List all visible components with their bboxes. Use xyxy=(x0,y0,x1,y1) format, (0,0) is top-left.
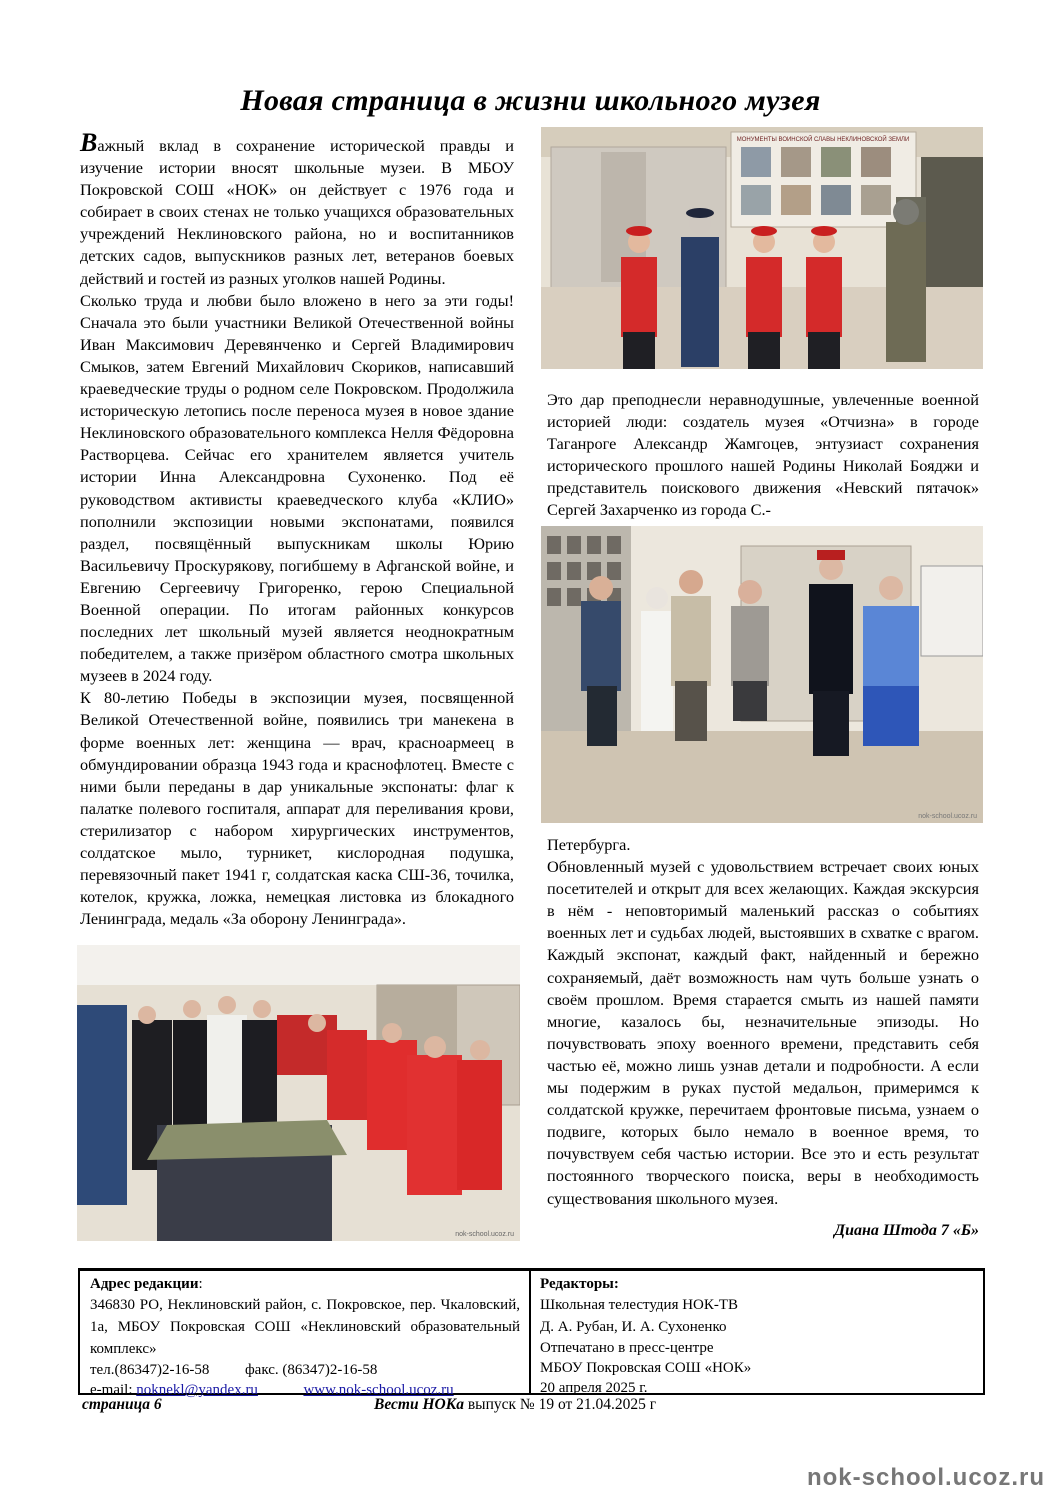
site-watermark: nok-school.ucoz.ru xyxy=(806,1464,1045,1491)
page-number: страница 6 xyxy=(82,1396,162,1413)
left-column-text xyxy=(80,128,514,930)
paragraph-3: К 80-летию Победы в экспозиции музея, посвященной Великой Отечественной войне, появились три манекена в форме военных лет: женщина — врач, красноармеец в обмундировании образца 1943 года и краснофлотец. Вместе с ними были переданы в дар уникальные экспонаты: флаг к палатке полевого госпиталя, аппарат для переливания крови, стерилизатор с набором хирургических инструментов, солдатское мыло, турникет, кислородная подушка, перевязочный пакет 1941 г, солдатская каска СШ-36, точилка, котелок, кружка, ложка, немецкая листовка из блокадного Ленинграда, медаль «За оборону Ленинграда». xyxy=(80,688,514,929)
photo-watermark-middle: nok-school.ucoz.ru xyxy=(918,813,977,820)
editors-names: Д. А. Рубан, И. А. Сухоненко xyxy=(540,1319,727,1335)
issue-number: выпуск № 19 от 21.04.2025 г xyxy=(467,1396,657,1413)
phone-fax-line xyxy=(90,1360,520,1380)
right-paragraph-2: Петербурга. xyxy=(547,835,631,854)
print-school: МБОУ Покровская СОШ «НОК» xyxy=(540,1360,752,1376)
paragraph-1-text: ажный вклад в сохранение исторической правды и изучение истории вносят школьные музеи. В МБОУ Покровской СОШ «НОК» он действует с 1976 года и собирает в своих стенах не только учащихся образовательных учреждений Неклиновского района, но и воспитанников детских садов, выпускников разных лет, ветеранов боевых действий и гостей из разных уголков нашей Родины. xyxy=(80,136,514,288)
address-text: 346830 РО, Неклиновский район, с. Покровское, пер. Чкаловский, 1а, МБОУ Покровская СОШ «Неклиновский образовательный комплекс» xyxy=(90,1297,520,1357)
right-paragraph-1: Это дар преподнесли неравнодушные, увлеченные военной историей люди: создатель музея «Отчизна» в городе Таганроге Александр Жамгоцев, энтузиаст сохранения исторического прошлого нашей Родины Николай Бояджи и представитель поискового движения «Невский пятачок» Сергей Захарченко из города С.- xyxy=(547,390,979,520)
newspaper-name: Вести НОКа xyxy=(374,1396,464,1413)
editors-studio: Школьная телестудия НОК-ТВ xyxy=(540,1297,739,1313)
fax-text: факс. (86347)2-16-58 xyxy=(244,1362,378,1378)
imprint-divider xyxy=(529,1271,531,1393)
museum-photo-cadets xyxy=(541,127,983,369)
email-link[interactable]: noknekl@yandex.ru xyxy=(136,1382,258,1398)
article-title: Новая страница в жизни школьного музея xyxy=(240,84,821,117)
print-place: Отпечатано в пресс-центре xyxy=(540,1340,714,1356)
right-column-text-bottom xyxy=(547,834,979,1210)
museum-photo-guests xyxy=(541,526,983,823)
museum-photo-excursion xyxy=(77,945,520,1241)
address-label: Адрес редакции xyxy=(90,1276,199,1292)
imprint-address: Адрес редакции: 346830 РО, Неклиновский район, с. Покровское, пер. Чкаловский, 1а, МБОУ Покровская СОШ «Неклиновский образовательный комплекс» тел.(86347)2-16-58 факс. (86347)2-16-58 e-mail: noknekl@yandex.ru www.nok-school.ucoz.ru xyxy=(90,1276,520,1398)
website-link[interactable]: www.nok-school.ucoz.ru xyxy=(303,1382,454,1398)
editors-label: Редакторы: xyxy=(540,1276,619,1292)
print-date: 20 апреля 2025 г. xyxy=(540,1380,648,1396)
imprint-box xyxy=(78,1268,985,1398)
paragraph-1 xyxy=(80,128,514,290)
right-column-text-top xyxy=(547,389,979,522)
issue-info xyxy=(374,1396,656,1414)
right-paragraph-3: Обновленный музей с удовольствием встречает своих юных посетителей и открыт для всех желающих. Каждая экскурсия в нём - неповторимый маленький рассказ о событиях военных лет и судьбах людей, выстоявших в схватке с врагом. Каждый экспонат, каждый факт, найденный и бережно сохраняемый, даёт возможность нам чуть больше узнать о своём прошлом. Время старается смыть из нашей памяти многие, казалось бы, незначительные эпизоды. Но почувствовать эпоху военного времени, представить себя частью её, можно лишь узнав детали и подробности. А если мы подержим в руках пустой медальон, примеримся к солдатской кружке, перечитаем фронтовые письма, узнаем о подвиге, которых было немало в военное время, то почувствуем себя частью истории. Все это и есть результат постоянного творческого поиска, веры в необходимость существования школьного музея. xyxy=(547,857,979,1208)
email-label: e-mail: xyxy=(90,1382,133,1398)
museum-banner-text: МОНУМЕНТЫ ВОИНСКОЙ СЛАВЫ НЕКЛИНОВСКОЙ ЗЕМЛИ xyxy=(736,137,910,143)
dropcap: В xyxy=(80,128,98,157)
phone-text: тел.(86347)2-16-58 xyxy=(90,1362,210,1378)
author-signature: Диана Штода 7 «Б» xyxy=(834,1222,979,1239)
imprint-editors xyxy=(540,1274,970,1398)
photo-watermark-bottom: nok-school.ucoz.ru xyxy=(455,1231,514,1238)
paragraph-2: Сколько труда и любви было вложено в него за эти годы! Сначала это были участники Великой Отечественной войны Иван Максимович Деревянченко и Сергей Владимирович Смыков, затем Евгений Михайлович Скориков, написавший краеведческие труды о родном селе Покровском. Продолжила историческую летопись после переноса музея в новое здание Неклиновского образовательного комплекса Нелля Фёдоровна Растворцева. Сейчас его хранителем является учитель истории Инна Александровна Сухоненко. Под её руководством активисты краеведческого клуба «КЛИО» пополнили экспозиции новыми экспонатами, появился раздел, посвящённый выпускникам школы Юрию Васильевичу Проскурякову, погибшему в Афганской войне, и Евгению Сергеевичу Григоренко, герою Специальной Военной операции. По итогам районных конкурсов последних лет школьный музей является неоднократным победителем, а также призёром областного смотра школьных музеев в 2024 году. xyxy=(80,290,514,686)
